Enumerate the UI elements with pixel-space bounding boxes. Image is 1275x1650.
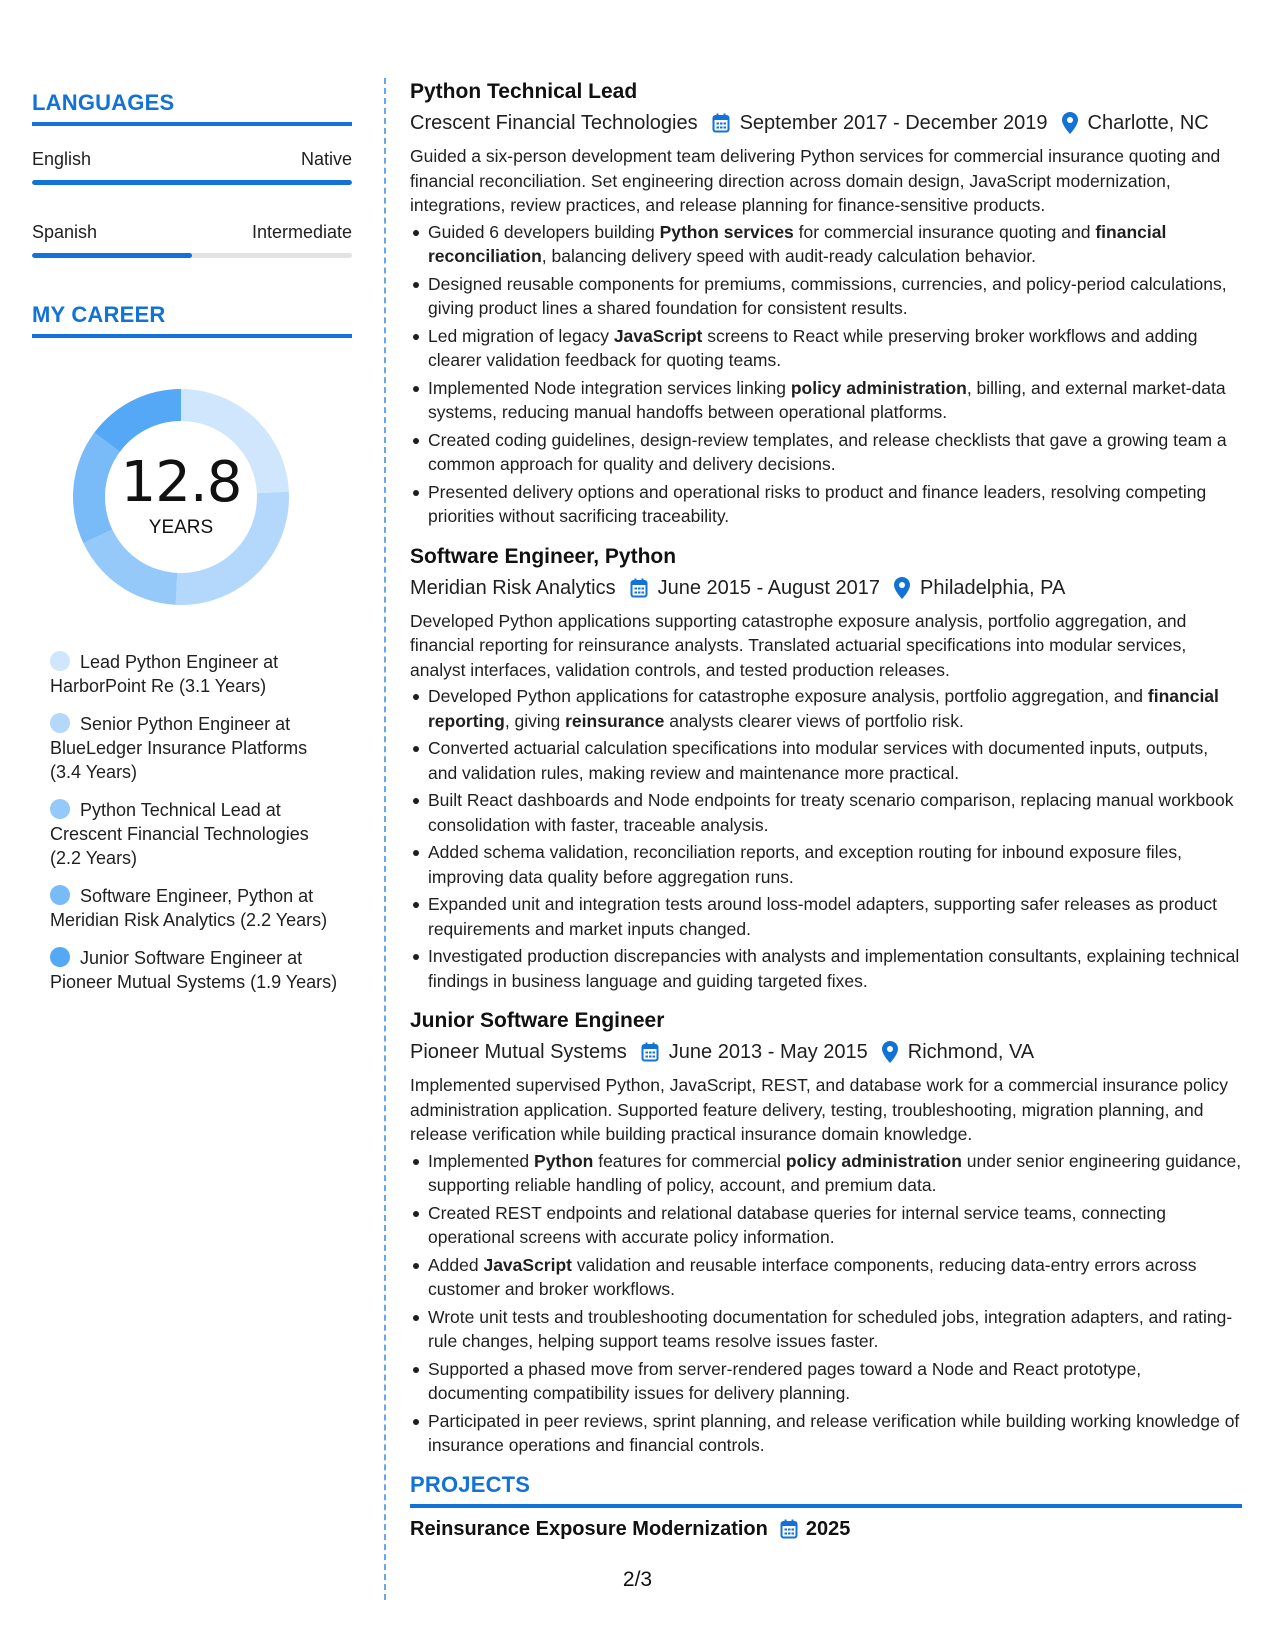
bullet-text: Converted actuarial calculation specifications into modular services with documented inputs, outputs, and validation rules, making review and maintenance more practical. [428, 738, 1209, 783]
job-meta [410, 575, 1242, 601]
job-bullet [410, 272, 1242, 321]
career-legend-label: Python Technical Lead at Crescent Financial Technologies (2.2 Years) [50, 800, 309, 868]
career-legend-label: Junior Software Engineer at Pioneer Mutual Systems (1.9 Years) [50, 948, 338, 992]
bullet-text: Guided 6 developers building [428, 221, 660, 242]
language-proficiency-bar [32, 180, 352, 185]
location-pin-icon [1062, 112, 1078, 134]
language-name: Spanish [32, 222, 98, 242]
bullet-text: features for commercial [593, 1150, 786, 1171]
bullet-text: Created REST endpoints and relational database queries for internal service teams, connecting operational screens with accurate policy information. [428, 1202, 1167, 1247]
job-entry [410, 1007, 1242, 1458]
job-description: Implemented supervised Python, JavaScript, REST, and database work for a commercial insurance policy administration application. Supported feature delivery, testing, troubleshooting, migration planning, and release verification while building practical insurance domain knowledge. [410, 1075, 1229, 1144]
career-legend-item [50, 884, 342, 932]
job-dates: June 2013 - May 2015 [668, 1041, 868, 1063]
bullet-text: Designed reusable components for premiums, commissions, currencies, and policy-period calculations, giving product lines a shared foundation for consistent results. [428, 273, 1227, 318]
languages-list [32, 148, 352, 258]
page-number: 2/3 [622, 1568, 653, 1591]
bullet-keyword: financial reconciliation [428, 221, 1167, 266]
job-company: Meridian Risk Analytics [410, 576, 616, 599]
bullet-text: Expanded unit and integration tests around loss-model adapters, supporting safer releases as product requirements and market inputs changed. [428, 894, 1217, 939]
column-divider [384, 78, 386, 1600]
job-bullet [410, 376, 1242, 425]
job-title: Software Engineer, Python [410, 544, 677, 568]
bullet-text: Participated in peer reviews, sprint planning, and release verification while building working knowledge of insurance operations and financial controls. [428, 1410, 1240, 1455]
job-bullet [410, 428, 1242, 477]
project-item [410, 1518, 1242, 1541]
bullet-text: validation and reusable interface components, reducing data-entry errors across customer and broker workflows. [428, 1254, 1197, 1299]
job-title: Python Technical Lead [410, 80, 638, 103]
main-content [410, 78, 1242, 1541]
bullet-text: Presented delivery options and operational risks to product and finance leaders, resolving competing priorities without sacrificing traceability. [428, 481, 1207, 526]
bullet-text: analysts clearer views of portfolio risk. [664, 710, 964, 731]
job-description: Developed Python applications supporting catastrophe exposure analysis, portfolio aggregation, and financial reporting for reinsurance analysts. Translated actuarial specifications into modular services, analyst interfaces, validation controls, and tested production releases. [410, 610, 1187, 680]
job-bullets [410, 684, 1242, 993]
legend-dot-icon [50, 885, 70, 905]
bullet-text: Implemented Node integration services linking [428, 377, 791, 398]
bullet-text: Implemented [428, 1150, 535, 1171]
career-legend-item [50, 650, 342, 698]
location-pin-icon [894, 577, 910, 599]
language-proficiency-fill [32, 180, 352, 185]
job-bullet [410, 684, 1242, 733]
calendar-icon [630, 578, 648, 598]
bullet-text: , balancing delivery speed with audit-ready calculation behavior. [541, 246, 1036, 266]
language-name: English [32, 149, 92, 169]
calendar-icon [712, 113, 730, 133]
career-legend-item [50, 946, 342, 994]
bullet-text: , billing, and external market-data systems, reducing manual handoffs between operational platforms. [428, 377, 1226, 422]
job-bullet [410, 324, 1242, 373]
calendar-icon [641, 1042, 659, 1062]
bullet-text: , giving [504, 710, 566, 731]
job-bullet [410, 944, 1242, 993]
language-level: Native [300, 149, 352, 169]
job-location: Richmond, VA [907, 1041, 1035, 1063]
job-bullet [410, 1201, 1242, 1250]
bullet-keyword: reinsurance [565, 710, 665, 731]
job-bullet [410, 1409, 1242, 1458]
projects-section [410, 1472, 1242, 1541]
bullet-keyword: JavaScript [483, 1254, 572, 1275]
career-donut-chart [66, 382, 296, 612]
career-legend-label: Software Engineer, Python at Meridian Risk Analytics (2.2 Years) [50, 886, 328, 930]
career-legend-item [50, 798, 342, 870]
bullet-keyword: policy administration [790, 377, 967, 398]
job-dates: June 2015 - August 2017 [657, 576, 881, 599]
bullet-text: Built React dashboards and Node endpoints for treaty scenario comparison, replacing manual workbook consolidation with faster, traceable analysis. [428, 790, 1234, 835]
project-name: Reinsurance Exposure Modernization [410, 1517, 768, 1540]
job-bullets [410, 1149, 1242, 1458]
job-dates: September 2017 - December 2019 [739, 112, 1048, 134]
career-legend-label: Senior Python Engineer at BlueLedger Insurance Platforms (3.4 Years) [50, 714, 308, 782]
job-bullet [410, 1305, 1242, 1354]
bullet-text: Added [428, 1254, 484, 1275]
job-bullets [410, 220, 1242, 529]
bullet-text: under senior engineering guidance, supporting reliable handling of policy, account, and premium data. [428, 1150, 1242, 1195]
language-proficiency-bar [32, 253, 352, 258]
career-total-years: 12.8 [120, 450, 242, 515]
bullet-keyword: JavaScript [613, 325, 703, 346]
language-level: Intermediate [251, 222, 352, 242]
legend-dot-icon [50, 799, 70, 819]
bullet-keyword: policy administration [785, 1150, 962, 1171]
bullet-keyword: financial reporting [428, 686, 1219, 731]
bullet-text: for commercial insurance quoting and [793, 221, 1096, 242]
bullet-text: Created coding guidelines, design-review templates, and release checklists that gave a growing team a common approach for quality and delivery decisions. [428, 429, 1227, 474]
career-legend-label: Lead Python Engineer at HarborPoint Re (3.1 Years) [50, 652, 279, 696]
career-heading: MY CAREER [32, 302, 352, 338]
career-legend-item [50, 712, 342, 784]
projects-heading: PROJECTS [410, 1472, 1242, 1508]
bullet-text: Supported a phased move from server-rendered pages toward a Node and React prototype, documenting compatibility issues for delivery planning. [428, 1358, 1142, 1403]
job-company: Pioneer Mutual Systems [410, 1041, 627, 1063]
bullet-text: screens to React while preserving broker workflows and adding clearer validation feedback for quoting teams. [428, 325, 1198, 370]
job-bullet [410, 840, 1242, 889]
legend-dot-icon [50, 713, 70, 733]
job-entry [410, 78, 1242, 529]
job-title: Junior Software Engineer [410, 1009, 665, 1032]
job-company: Crescent Financial Technologies [410, 112, 698, 134]
donut-center [66, 382, 296, 612]
job-bullet [410, 788, 1242, 837]
job-bullet [410, 1149, 1242, 1198]
legend-dot-icon [50, 947, 70, 967]
career-legend [32, 650, 352, 994]
language-proficiency-fill [32, 253, 192, 258]
career-total-unit: YEARS [148, 517, 214, 538]
job-description: Guided a six-person development team delivering Python services for commercial insurance quoting and financial reconciliation. Set engineering direction across domain design, JavaScript modernization, integrations, review practices, and release planning for finance-sensitive products. [410, 146, 1221, 215]
job-location: Charlotte, NC [1087, 112, 1209, 134]
bullet-text: Investigated production discrepancies with analysts and implementation consultants, explaining technical findings in business language and guiding targeted fixes. [428, 946, 1240, 991]
job-meta [410, 110, 1242, 136]
language-row [32, 148, 352, 170]
location-pin-icon [882, 1041, 898, 1063]
languages-heading: LANGUAGES [32, 90, 352, 126]
calendar-icon [780, 1519, 798, 1539]
bullet-keyword: Python [534, 1150, 594, 1171]
sidebar [32, 90, 352, 1008]
project-year: 2025 [805, 1517, 851, 1540]
job-bullet [410, 1253, 1242, 1302]
job-bullet [410, 220, 1242, 269]
bullet-text: Wrote unit tests and troubleshooting documentation for scheduled jobs, integration adapters, and rating-rule changes, helping support teams resolve issues faster. [428, 1306, 1233, 1351]
job-bullet [410, 892, 1242, 941]
bullet-text: Developed Python applications for catastrophe exposure analysis, portfolio aggregation, and [428, 686, 1148, 706]
bullet-keyword: Python services [659, 221, 794, 242]
projects-list [410, 1518, 1242, 1541]
job-bullet [410, 736, 1242, 785]
job-bullet [410, 1357, 1242, 1406]
job-bullet [410, 480, 1242, 529]
bullet-text: Led migration of legacy [428, 325, 614, 346]
job-location: Philadelphia, PA [920, 576, 1066, 599]
experience-list [410, 78, 1242, 1458]
legend-dot-icon [50, 651, 70, 671]
job-meta [410, 1039, 1242, 1065]
language-row [32, 221, 352, 243]
bullet-text: Added schema validation, reconciliation reports, and exception routing for inbound exposure files, improving data quality before aggregation runs. [428, 842, 1182, 887]
job-entry [410, 543, 1242, 994]
